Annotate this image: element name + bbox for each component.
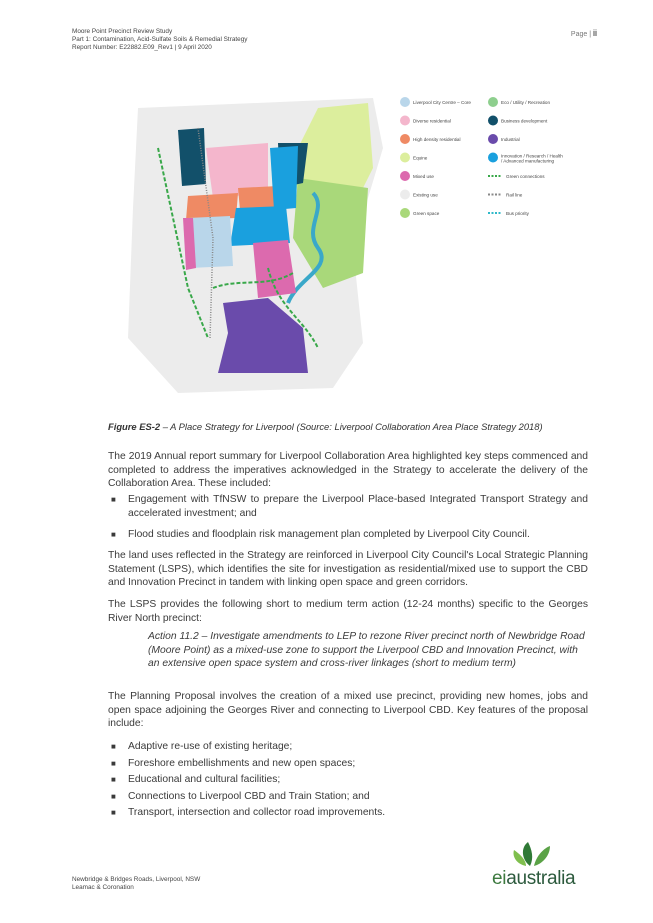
header-part-title: Part 1: Contamination, Acid-Sulfate Soils & Remedial Strategy xyxy=(72,36,248,43)
legend-swatch xyxy=(400,134,410,144)
page-number-value: ii xyxy=(593,28,597,38)
paragraph-1 xyxy=(108,450,588,491)
bullet-marker: ■ xyxy=(111,792,116,801)
bullet-text: Engagement with TfNSW to prepare the Liverpool Place-based Integrated Transport Strategy and accelerated investment; and xyxy=(128,494,588,519)
footer-client: Leamac & Coronation xyxy=(72,884,134,891)
paragraph-1-text: The 2019 Annual report summary for Liverpool Collaboration Area highlighted key steps commenced and completed to address the imperatives acknowledged in the Strategy to accelerate the delivery of the Collaboration Area. These included: xyxy=(108,451,588,490)
legend-swatch xyxy=(488,153,498,163)
header-report-number: Report Number: E22882.E09_Rev1 | 9 April 2020 xyxy=(72,44,212,51)
legend-label: Innovation / Research / Health / Advanced manufacturing xyxy=(501,153,563,164)
legend-label: Industrial xyxy=(501,137,520,142)
legend-label: Existing use xyxy=(413,192,438,198)
logo-australia: australia xyxy=(506,868,576,889)
bullet-marker: ■ xyxy=(111,775,116,784)
eiaustralia-logo xyxy=(492,868,575,890)
legend-swatch xyxy=(400,97,410,107)
page-label: Page | xyxy=(570,31,592,38)
bullet-item xyxy=(108,790,588,804)
innovation-precinct-north xyxy=(270,146,298,210)
bullet-text: Transport, intersection and collector road improvements. xyxy=(128,807,386,818)
legend-swatch xyxy=(400,116,410,126)
legend-label: High density residential xyxy=(413,137,461,142)
header-study-title: Moore Point Precinct Review Study xyxy=(72,28,173,35)
figure-caption-text: – A Place Strategy for Liverpool (Source: Liverpool Collaboration Area Place Strategy 2018) xyxy=(160,421,543,432)
footer-address: Newbridge & Bridges Roads, Liverpool, NSW xyxy=(72,876,201,883)
bullet-item xyxy=(108,493,588,520)
paragraph-3 xyxy=(108,598,588,625)
legend-label: Equine xyxy=(413,155,428,161)
bullet-item xyxy=(108,528,588,542)
legend-label: Liverpool City Centre – Core xyxy=(413,100,471,105)
bullet-item xyxy=(108,806,588,820)
bullet-item xyxy=(108,773,588,787)
high-density-residential xyxy=(186,193,238,220)
bullet-marker: ■ xyxy=(111,808,116,817)
bullet-text: Flood studies and floodplain risk management plan completed by Liverpool City Council. xyxy=(128,529,530,540)
bullet-marker: ■ xyxy=(111,759,116,768)
figure-label: Figure ES-2 xyxy=(108,421,161,432)
figure-caption xyxy=(108,421,598,432)
place-strategy-map xyxy=(118,88,588,398)
legend-swatch xyxy=(400,208,410,218)
paragraph-4-text: The Planning Proposal involves the creation of a mixed use precinct, providing new homes, jobs and open space adjoining the Georges River and connecting to Liverpool CBD. Key features of the proposal include: xyxy=(108,691,588,730)
bullet-text: Educational and cultural facilities; xyxy=(128,774,281,785)
paragraph-2-text: The land uses reflected in the Strategy are reinforced in Liverpool City Council's Local Strategic Planning Statement (LSPS), which identifies the site for investigation as residential/mixed use to support the CBD and Innovation Precinct in tandem with linking open space and green corridors. xyxy=(108,550,588,589)
bullet-text: Adaptive re-use of existing heritage; xyxy=(128,741,293,752)
logo-ei: ei xyxy=(492,868,507,889)
bullet-text: Connections to Liverpool CBD and Train Station; and xyxy=(128,791,370,802)
paragraph-4 xyxy=(108,690,588,731)
legend-swatch xyxy=(400,190,410,200)
legend-label: Diverse residential xyxy=(413,118,451,124)
bullet-item xyxy=(108,757,588,771)
legend-swatch xyxy=(400,171,410,181)
page-footer xyxy=(72,876,200,892)
bullet-item xyxy=(108,740,588,754)
paragraph-3-text: The LSPS provides the following short to medium term action (12-24 months) specific to the Georges River North precinct: xyxy=(108,599,588,624)
paragraph-2 xyxy=(108,549,588,590)
legend-label: Mixed use xyxy=(413,174,434,179)
bullet-marker: ■ xyxy=(111,530,116,539)
lsps-action-quote: Action 11.2 – Investigate amendments to LEP to rezone River precinct north of Newbridge Road (Moore Point) as a mixed-use zone to support the Liverpool CBD and Innovation Precinct, with an extensive open space system and cross-river linkages (short to medium term) xyxy=(148,631,585,670)
business-development-west xyxy=(178,128,206,186)
legend-label: Bus priority xyxy=(506,211,529,216)
high-density-residential-2 xyxy=(238,186,278,210)
bullet-marker: ■ xyxy=(111,742,116,751)
legend-swatch xyxy=(488,134,498,144)
legend-label: Eco / Utility / Recreation xyxy=(501,100,551,105)
page-number xyxy=(571,28,597,38)
bullet-text: Foreshore embellishments and new open spaces; xyxy=(128,758,356,769)
legend-label: Green connections xyxy=(506,174,545,179)
legend-label: Green space xyxy=(413,211,440,216)
page-header xyxy=(72,28,247,52)
legend-swatch xyxy=(400,153,410,163)
bullet-marker: ■ xyxy=(111,495,116,504)
legend-label: Rail line xyxy=(506,192,523,198)
innovation-precinct xyxy=(230,206,290,246)
legend-swatch xyxy=(488,116,498,126)
legend-label: Business development xyxy=(501,118,548,124)
legend-swatch xyxy=(488,97,498,107)
